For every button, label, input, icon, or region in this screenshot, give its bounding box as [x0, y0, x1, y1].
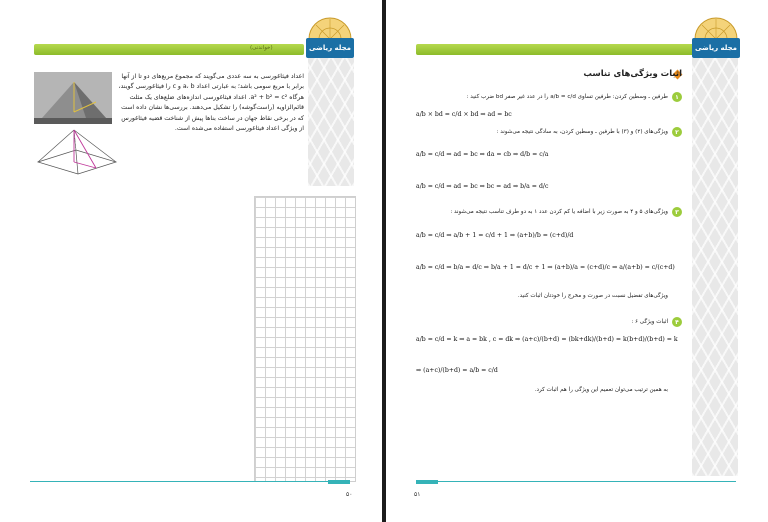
item-text: ویژگی‌های (۲) و (۳) با طرفین ـ وسطین کردن، به سادگی نتیجه می‌شوند : — [496, 129, 668, 135]
decorative-strip — [308, 58, 354, 186]
right-page — [386, 0, 768, 522]
item-number: ۱ — [672, 92, 682, 102]
equation: ⇒ (a+c)/(b+d) = a/b = c/d — [416, 367, 498, 374]
left-page — [0, 0, 382, 522]
footer-line — [30, 481, 328, 482]
equation: a/b = c/d ⇒ a/b + 1 = c/d + 1 ⇒ (a+b)/b = (c+d)/d — [416, 232, 574, 239]
magazine-badge: مجله ریاضی — [306, 38, 354, 58]
pyramid-photo — [34, 72, 112, 124]
pyramid-diagram — [34, 128, 120, 188]
equation: a/b = c/d ⇒ ad = bc ⇒ bc = ad ⇒ b/a = d/c — [416, 183, 549, 190]
pythagorean-paragraph: اعداد فیثاغورسی به سه عددی می‌گویند که مجموع مربع‌های دو تا از آنها برابر با مربع سومی باشد؛ به عبارتی اعداد a، b و c را فیثاغورسی گویند، هرگاه a² + b² = c². اعداد فیثاغورسی اندازه‌های ضلع‌های یک مثلث قائم‌الزاویه (راست‌گوشه) را تشکیل می‌دهند. بررسی‌ها نشان داده است که در برخی نقاط جهان در ساخت بناها پیش از شناخت قضیه فیثاغورس از ویژگی اعداد فیثاغورسی استفاده می‌شده است. — [118, 73, 304, 133]
equation: a/b = c/d = k ⇒ a = bk , c = dk ⇒ (a+c)/(b+d) = (bk+dk)/(b+d) = k(b+d)/(b+d) = k — [416, 336, 678, 343]
section-title: اثبات ویژگی‌های تناسب — [583, 69, 682, 79]
item-text: طرفین ـ وسطین کردن: طرفین تساوی a/b = c/d را در عدد غیر صفر bd ضرب کنید : — [466, 94, 668, 100]
page-number: ۵۱ — [414, 491, 421, 498]
item-text: ویژگی‌های ۵ و ۴ به صورت زیر با اضافه یا کم کردن عدد ۱ به دو طرف تناسب نتیجه می‌شوند : — [450, 209, 668, 215]
footer-line — [438, 481, 736, 482]
footer-accent — [416, 480, 438, 484]
protractor-icon — [307, 16, 353, 40]
footer-accent — [328, 480, 350, 484]
magazine-badge: مجله ریاضی — [692, 38, 740, 58]
page-number: ۵۰ — [346, 491, 353, 498]
equation: a/b × bd = c/d × bd ⇒ ad = bc — [416, 111, 512, 118]
decorative-strip — [692, 58, 738, 476]
note-text: ویژگی‌های تفضیل نسبت در صورت و مخرج را خودتان اثبات کنید. — [517, 293, 668, 299]
section-tag: (خواندنی) — [250, 45, 273, 51]
equation: a/b = c/d ⇒ ad = bc ⇒ da = cb ⇒ d/b = c/a — [416, 151, 549, 158]
item-number: ۴ — [672, 317, 682, 327]
protractor-icon — [693, 16, 739, 40]
item-number: ۲ — [672, 127, 682, 137]
header-bar — [416, 44, 694, 55]
note-text: به همین ترتیب می‌توان تعمیم این ویژگی را هم اثبات کرد. — [534, 387, 668, 393]
notes-grid — [254, 196, 356, 482]
item-number: ۳ — [672, 207, 682, 217]
item-text: اثبات ویژگی ۶ : — [631, 319, 668, 325]
equation: a/b = c/d ⇒ b/a = d/c ⇒ b/a + 1 = d/c + 1 ⇒ (a+b)/a = (c+d)/c ⇒ a/(a+b) = c/(c+d) — [416, 264, 675, 271]
